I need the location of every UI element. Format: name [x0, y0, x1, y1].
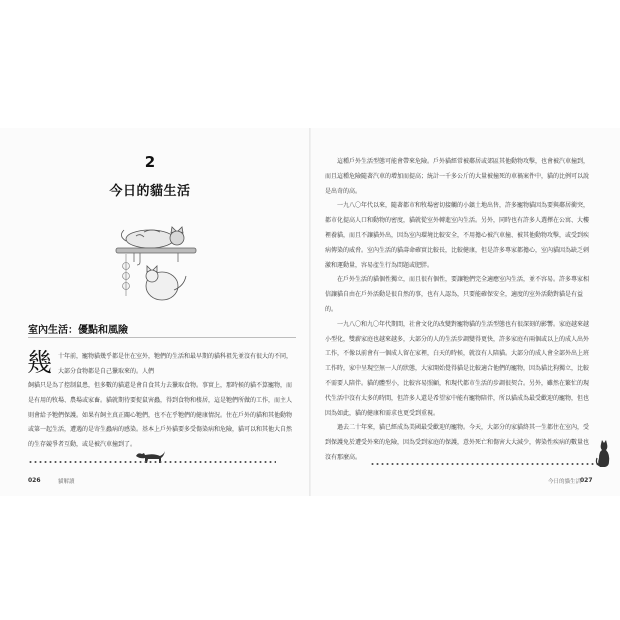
sleeping-cat-icon: [121, 230, 174, 248]
right-paragraph: 過去二十年來，貓已經成為美國最受歡迎的寵物。今天，大部分的家貓終其一生都住在室內，受到保護免於遭受外來的危險，因為受到家庭的保護，意外死亡和傷害大大減少，傳染性疾病的數量也沒有那麼高。: [325, 424, 590, 461]
cat-head-icon: [170, 227, 184, 245]
page-number-left: 026: [28, 477, 41, 484]
running-head-right: 今日的貓生活: [548, 479, 582, 485]
section-divider: [28, 337, 296, 338]
right-paragraph: 一九八〇和九〇年代期間，社會文化的改變對寵物貓的生活型態也有很深刻的影響。家庭越來越小型化，雙薪家庭也越來越多，大部分的人的生活步調變得更快，許多家庭有兩個或以上的成人出外工作，不像以前會有一個成人留在家裡，白天的時候，就沒有人陪貓。大部分的成人會全部外出上班工作時，家中呈現空無一人的狀態，大家開始覺得貓是比較適合他們的寵物，因為貓比狗獨立，比較不需要人陪伴。貓的體型小，比較容易照顧，和現代都市生活的步調很契合。另外，雖然在繁忙的現代生活中沒有太多的時間，但許多人還是希望家中能有寵物陪伴，所以貓成為最受歡迎的寵物，但也因為如此，貓的健康和需求也更受到重視。: [325, 320, 590, 417]
running-head-left: 貓解讀: [58, 479, 75, 485]
chapter-title: 今日的貓生活: [109, 184, 191, 199]
chapter-number: 2: [144, 153, 156, 171]
page-number-right: 027: [580, 477, 593, 484]
left-body-intro: 十年前，寵物貓幾乎都是住在室外，牠們的生活和最早期的貓科祖先並沒有很大的不同，大部分食物都是自己獵取來的。人們: [58, 353, 293, 375]
left-body-text: 飼貓只是為了控制鼠患，但多數的貓還是會自食其力去獵取食物。事實上，那時候的貓不算寵物，而是有用的牧場、農場或家畜。貓就期待要捉鼠害蟲，得到食物和棲居，這是牠們所做的工作，而主人則會給予牠們保護。如果有飼主真正關心牠們，也不在乎牠們的健康情況。住在戶外的貓和其他動物或第一起生活，遭遇的是寄生蟲病的感染。基本上戶外貓要多受傷染病和危險，貓可以和其他大自然的生存競爭者互動，或是被汽車撞到了。: [28, 382, 293, 449]
right-paragraph: 一九八〇年代以來，隨著都市和牧場密切接觸的小鎮土地出售，許多寵物貓因為要與鄰居衝突，都市化提高人口和動物的密度，貓就從室外轉進室內生活。另外，同時也有許多人選擇在公寓、大樓裡養貓，而且不讓貓外出，因為室內環境比較安全，不用擔心被汽車撞、被其他動物攻擊，或受到疾病傳染的威脅。室內生活的貓壽命確實比較長，比較健康，但是許多專家都擔心，室內貓因為缺乏刺激和運動量，容易產生行為問題或肥胖。: [325, 202, 590, 269]
sitting-cat-icon: [595, 440, 613, 468]
drop-cap: 幾: [27, 348, 53, 377]
right-paragraph: 這種戶外生活型態可能會帶來危險。戶外貓經常被鄰居或郊區其他動物攻擊，也會被汽車撞到，而且這種危險隨著汽車的增加而提高；統計一千多公斤的大量被撞死的車禍案件中，貓的比例可以說是出奇的高。: [325, 158, 590, 195]
right-body-column: [325, 155, 592, 466]
playing-kitten-icon: [146, 266, 186, 300]
paw-print-trail: [28, 459, 276, 465]
book-gutter: [309, 128, 311, 496]
yarn-icon: [123, 254, 130, 296]
cats-on-shelf-illustration: [114, 206, 198, 318]
right-paragraph: 在戶外生活的貓個性獨立，而且很有個性，要讓牠們完全適應室內生活，並不容易。許多專家相信讓貓自由在戶外活動是很自然的事，也有人認為，只要能確保安全，適度的室外活動對貓是有益的。: [325, 276, 590, 313]
shelf-icon: [116, 248, 196, 265]
paw-print-trail: [370, 461, 605, 467]
section-heading: 室內生活：優點和風險: [28, 325, 128, 336]
